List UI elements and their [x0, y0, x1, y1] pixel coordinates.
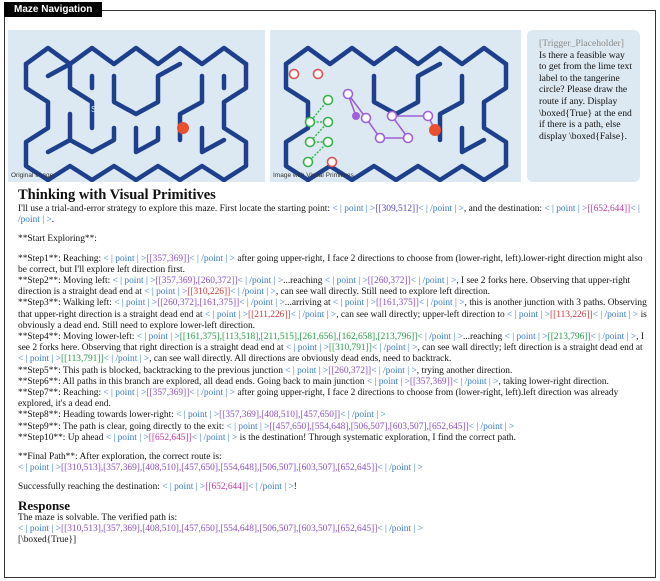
point-open-token: < | point | > [136, 332, 180, 343]
reasoning-content [18, 187, 648, 546]
point-close-token: < | /point | > [377, 523, 423, 534]
original-image-caption: Original Image [11, 172, 54, 179]
step-mid-text: ...reaching [283, 276, 323, 287]
point-open-token: < | point | > [103, 388, 147, 399]
step-text: after going upper-right, I face 2 directions to choose from (lower-right, left).lower-right direction might also be correct, but I'll explore left direction first. [18, 253, 643, 275]
response-path-line [18, 524, 648, 535]
step-coords: [[457,650],[554,648],[506,507],[603,507],[652,645]] [269, 421, 469, 432]
step-coords: [[652,645]] [148, 432, 192, 443]
question-box [527, 30, 640, 182]
step-coords: [[357,369]] [146, 253, 190, 264]
final-path-line [18, 463, 648, 474]
step-4 [18, 332, 648, 366]
maze-walls [26, 48, 246, 180]
question-text: Is there a feasible way to get from the lime text label to the tangerine circle? Please draw the route if any. Display \boxed{True} at the end if there is a path, else display \boxed{False}. [539, 49, 632, 142]
point-close-token: < | /point | > [290, 309, 337, 320]
step-mid-text: ...reaching [462, 332, 503, 343]
step-2 [18, 276, 648, 298]
step-6 [18, 377, 648, 388]
step-coords: [[260,372],[161,375]] [157, 298, 240, 309]
intro-text: I'll use a trial-and-error strategy to explore this maze. First locate the starting point: [18, 204, 333, 214]
point-close-token: < | /point | > [371, 343, 418, 354]
step-label: **Step2**: Moving left: [18, 276, 111, 287]
original-maze-image [8, 30, 265, 182]
point-close-token: < | /point | > [418, 204, 464, 214]
step-coords: [[260,372]] [328, 365, 372, 376]
point-open-token: < | point | > [112, 276, 156, 287]
step-coords: [[161,375],[113,518],[211,515],[261,656],[162,658],[213,796]] [179, 332, 418, 343]
point-open-token: < | point | > [507, 309, 551, 320]
step-label: **Step3**: Walking left: [18, 298, 112, 309]
point-close-token: < | /point | > [18, 204, 640, 226]
success-text: Successfully reaching the destination: [18, 482, 160, 493]
point-open-token: < | point | > [544, 204, 588, 214]
step-text: , I see 2 forks here. Observing that right direction is a straight dead end at [18, 332, 644, 354]
success-line [18, 482, 648, 493]
visual-image-caption: Image with Visual Primitives [273, 172, 354, 179]
step-coords: [[357,369],[408,510],[457,650]] [219, 410, 341, 421]
step-coords: [[357,369],[260,372]] [155, 276, 238, 287]
point-close-token: < | /point | > [340, 410, 386, 421]
point-open-token: < | point | > [105, 432, 149, 443]
point-open-token: < | point | > [332, 204, 376, 214]
success-end: ! [293, 482, 297, 493]
dead-end-coords: [[310,226]] [187, 287, 231, 298]
step-label: **Step10**: Up ahead [18, 432, 104, 443]
step-coords: [[357,369]] [146, 388, 190, 399]
step-9 [18, 422, 648, 433]
point-open-token: < | point | > [332, 298, 376, 309]
explored-path [308, 100, 328, 162]
trigger-placeholder: [Trigger_Placeholder] [539, 38, 624, 49]
point-open-token: < | point | > [324, 276, 368, 287]
target-circle [429, 124, 441, 136]
step-text: , this is another junction with 3 paths. Observing that upper-right direction is a straight dead end at [18, 298, 647, 320]
point-close-token: < | /point | > [410, 276, 457, 287]
step-text: , can see wall directly. Still need to explore left direction. [275, 287, 490, 298]
point-open-token: < | point | > [226, 421, 270, 432]
point-open-token: < | point | > [114, 298, 158, 309]
step-text: is the destination! Through systematic exploration, I find the correct path. [239, 432, 516, 443]
point-open-token: < | point | > [144, 287, 188, 298]
step-7: **Step7**: Reaching: < | point | >[[357,369]]< | /point | > after going upper-right, I face 2 directions to choose from (lower-right, left).left direction was already explored, it's a dead end. [18, 388, 619, 410]
start-coords: [[309,512]] [375, 204, 419, 214]
boxed-answer: [\boxed{True}] [18, 535, 77, 546]
response-heading: Response [18, 497, 71, 513]
point-close-token: < | /point | > [103, 354, 150, 365]
dead-end-coords: [[113,226]] [550, 309, 593, 320]
point-close-token: < | /point | > [592, 309, 639, 320]
step-mid-text: ...arriving at [284, 298, 331, 309]
point-close-token: < | /point | > [590, 332, 637, 343]
step-10 [18, 433, 648, 444]
step-label: **Step6**: All paths in this branch are explored, all dead ends. Going back to main junction [18, 376, 365, 387]
step-coords: [[260,372]] [367, 276, 411, 287]
point-open-token: < | point | > [285, 343, 329, 354]
step-3 [18, 298, 648, 332]
step-text: , can see wall directly; upper-left direction to [336, 309, 505, 320]
point-open-token: < | point | > [103, 253, 147, 264]
intro-line: I'll use a trial-and-error strategy to explore this maze. First locate the starting point: < | point | >[[309,512]]< | /point | >, and the destination: < | point | >[[652,644]]< | /point | >. [18, 204, 640, 226]
point-close-token: < | /point | > [237, 276, 284, 287]
point-open-token: < | point | > [285, 365, 329, 376]
point-close-token: < | /point | > [468, 421, 515, 432]
step-text: , I see 2 forks here. Observing that upper-right direction is a straight dead end at [18, 276, 631, 298]
step-label: **Step7**: Reaching [18, 388, 99, 399]
path-markers [290, 70, 433, 167]
target-circle [177, 122, 189, 134]
step-label: **Step4**: Moving lower-left: [18, 332, 135, 343]
step-5 [18, 366, 648, 377]
step-coords: [[357,369]] [409, 376, 453, 387]
step-text: , trying another direction. [416, 365, 513, 376]
final-path-coords: [[310,513],[357,369],[408,510],[457,650],[554,648],[506,507],[603,507],[652,645]] [60, 463, 378, 474]
point-open-token: < | point | > [176, 410, 220, 421]
point-open-token: < | point | > [162, 482, 206, 493]
point-close-token: < | /point | > [417, 332, 463, 343]
point-close-token: < | /point | > [191, 432, 238, 443]
intro-text-b: , and the destination: [463, 204, 543, 214]
start-exploring-label: **Start Exploring**: [18, 234, 97, 245]
dead-end-coords: [[113,791]] [60, 354, 104, 365]
dead-end-coords: [[211,226]] [247, 309, 291, 320]
step-coords: [[161,375]] [375, 298, 419, 309]
step-text: , taking lower-right direction. [498, 376, 609, 387]
page-title: Maze Navigation [4, 2, 102, 17]
step-coords: [[213,796]] [547, 332, 591, 343]
point-open-token: < | point | > [18, 463, 61, 474]
thinking-heading: Thinking with Visual Primitives [18, 187, 216, 203]
point-close-token: < | /point | > [189, 253, 235, 264]
step-text: , can see wall directly; left direction is a straight dead end at [417, 343, 643, 354]
step-label: **Step5**: This path is blocked, backtracking to the previous junction [18, 365, 283, 376]
step-text: after going upper-right, I face 2 directions to choose from (lower-right, left).left direction was already explored, it's a dead end. [18, 388, 619, 410]
success-coords: [[652,644]] [205, 482, 249, 493]
point-close-token: < | /point | > [248, 482, 294, 493]
visual-primitives-image [270, 30, 521, 182]
point-open-token: < | point | > [18, 523, 61, 534]
dest-coords: [[652,644]] [587, 204, 631, 214]
point-close-token: < | /point | > [418, 298, 465, 309]
step-label: **Step8**: Heading towards lower-right: [18, 410, 174, 421]
point-close-token: < | /point | > [189, 388, 235, 399]
point-open-token: < | point | > [504, 332, 548, 343]
final-path-label: **Final Path**: After exploration, the correct route is: [18, 452, 222, 463]
point-open-token: < | point | > [366, 376, 410, 387]
dead-end-coords: [[310,791]] [328, 343, 372, 354]
step-label: **Step9**: The path is clear, going directly to the exit: [18, 421, 225, 432]
response-line-1: The maze is solvable. The verified path is: [18, 512, 178, 523]
point-open-token: < | point | > [18, 354, 61, 365]
original-maze-svg [8, 30, 265, 182]
point-open-token: < | point | > [205, 309, 248, 320]
step-1: **Step1**: Reaching: < | point | >[[357,369]]< | /point | > after going upper-right, I face 2 directions to choose from (lower-right, left).lower-right direction might also be correct, but I'll explore left direction first. [18, 253, 643, 275]
step-8 [18, 410, 648, 421]
step-text: , can see wall directly. All directions are obviously dead ends, need to backtrack. [149, 354, 452, 365]
point-close-token: < | /point | > [452, 376, 499, 387]
step-label: **Step1**: Reaching [18, 253, 99, 264]
response-coords: [[310,513],[357,369],[408,510],[457,650],[554,648],[506,507],[603,507],[652,645]] [60, 523, 378, 534]
start-label: S [91, 105, 97, 114]
visual-maze-svg [270, 30, 521, 182]
point-close-token: < | /point | > [230, 287, 276, 298]
point-close-token: < | /point | > [371, 365, 417, 376]
step-text: is obviously a dead end. Still need to explore lower-left direction. [18, 309, 647, 331]
point-close-token: < | /point | > [377, 463, 423, 474]
point-close-token: < | /point | > [239, 298, 285, 309]
